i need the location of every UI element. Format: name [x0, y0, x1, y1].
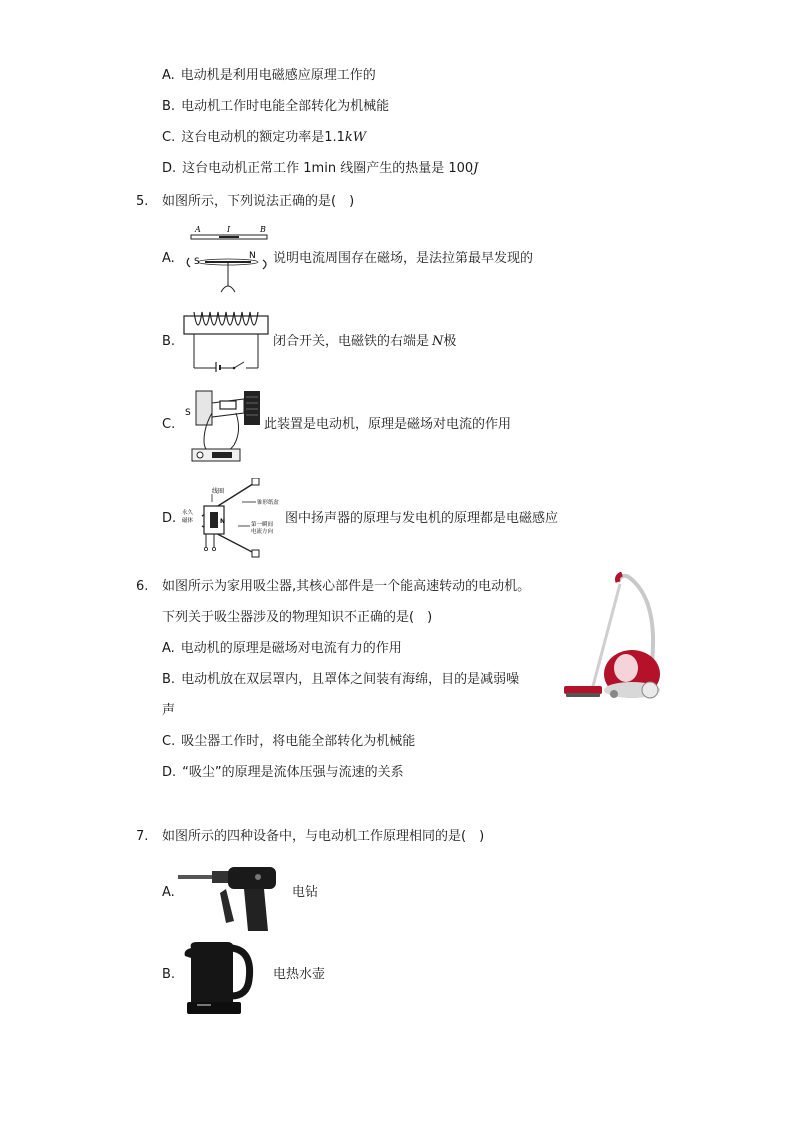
q6-option-a — [162, 640, 402, 658]
option-letter: C. — [162, 734, 176, 749]
fig-label-i: I — [227, 225, 231, 234]
option-unit: kW — [344, 130, 367, 145]
q7-option-a-text: 电钻 — [292, 885, 319, 900]
electromagnet-circuit-figure — [180, 306, 272, 374]
q6-stem-line2: 下列关于吸尘器涉及的物理知识不正确的是( ) — [162, 610, 433, 625]
q5-number: 5. — [136, 194, 149, 209]
q5-option-a-letter: A. — [162, 251, 175, 266]
option-text: 吸尘器工作时，将电能全部转化为机械能 — [181, 734, 416, 749]
q5-option-b-text — [273, 333, 456, 351]
svg-text:磁体: 磁体 — [182, 518, 194, 524]
oersted-experiment-figure — [183, 222, 273, 296]
svg-text:第一瞬间: 第一瞬间 — [251, 522, 274, 528]
fig-label-s: S — [194, 257, 200, 267]
fig-label-cone: 锥形纸盆 — [257, 500, 280, 506]
q7-stem: 如图所示的四种设备中，与电动机工作原理相同的是( ) — [162, 829, 485, 844]
q5-option-d-text: 图中扬声器的原理与发电机的原理都是电磁感应 — [285, 511, 559, 526]
fig-label-b: B — [260, 225, 266, 234]
q5-option-d-letter: D. — [162, 511, 177, 526]
option-letter: B. — [162, 672, 176, 687]
q5-option-c-letter: C. — [162, 417, 176, 432]
q5-option-b-letter: B. — [162, 334, 176, 349]
option-text: 闭合开关，电磁铁的右端是 — [273, 334, 430, 349]
loudspeaker-figure — [182, 478, 282, 558]
q6-option-d — [162, 764, 404, 782]
q4-option-d — [162, 160, 478, 178]
q4-option-b — [162, 98, 389, 116]
vacuum-cleaner-image — [562, 572, 664, 704]
option-text: 电动机的原理是磁场对电流有力的作用 — [180, 641, 402, 656]
q5-option-a-text: 说明电流周围存在磁场，是法拉第最早发现的 — [273, 251, 534, 266]
svg-text:永久: 永久 — [182, 510, 194, 516]
option-suffix: 极 — [443, 334, 457, 349]
option-text: 这台电动机的额定功率是1.1 — [181, 130, 345, 145]
electric-drill-image — [178, 863, 282, 933]
pole-symbol: N — [432, 334, 444, 349]
option-text: 电动机工作时电能全部转化为机械能 — [181, 99, 390, 114]
option-letter: C. — [162, 130, 176, 145]
fig-label-coil: 线圈 — [212, 488, 225, 495]
q5-stem: 如图所示，下列说法正确的是( ) — [162, 194, 355, 209]
q5-option-c-text: 此装置是电动机，原理是磁场对电流的作用 — [264, 417, 512, 432]
option-letter: B. — [162, 99, 176, 114]
q6-number: 6. — [136, 579, 149, 594]
q6-stem-line1: 如图所示为家用吸尘器,其核心部件是一个能高速转动的电动机。 — [162, 579, 531, 594]
q6-option-b — [162, 671, 519, 689]
svg-text:电流方向: 电流方向 — [251, 529, 274, 535]
svg-text:N: N — [220, 518, 226, 525]
option-unit: J — [473, 161, 479, 176]
q7-option-a-letter: A. — [162, 885, 175, 900]
q6-option-c — [162, 733, 415, 751]
q7-number: 7. — [136, 829, 149, 844]
motor-apparatus-figure — [182, 387, 264, 465]
option-letter: A. — [162, 68, 175, 83]
option-letter: A. — [162, 641, 175, 656]
fig-label-s: S — [185, 408, 191, 418]
option-text: 电动机放在双层罩内，且罩体之间装有海绵，目的是减弱噪 — [181, 672, 520, 687]
option-text: 这台电动机正常工作 1min 线圈产生的热量是 100 — [182, 161, 474, 176]
option-text: “吸尘”的原理是流体压强与流速的关系 — [182, 765, 404, 780]
q4-option-c — [162, 129, 366, 147]
q7-option-b-letter: B. — [162, 967, 176, 982]
fig-label-n: N — [249, 251, 256, 261]
q4-option-a — [162, 67, 376, 85]
option-letter: D. — [162, 161, 177, 176]
fig-label-a: A — [195, 225, 201, 234]
electric-kettle-image — [183, 940, 255, 1016]
q7-option-b-text: 电热水壶 — [273, 967, 326, 982]
option-letter: D. — [162, 765, 177, 780]
option-text: 电动机是利用电磁感应原理工作的 — [180, 68, 376, 83]
q6-option-b-continued: 声 — [162, 703, 176, 718]
